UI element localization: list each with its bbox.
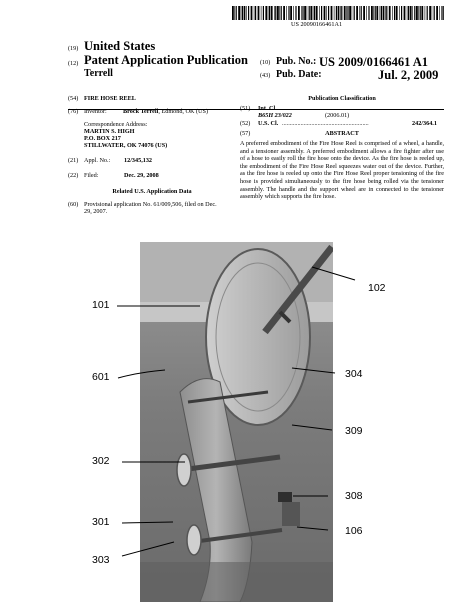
filed-label: Filed:	[84, 172, 99, 179]
int-cl-year: (2006.01)	[325, 112, 350, 119]
appl-label: Appl. No.:	[84, 157, 111, 164]
correspondence-line-2: P.O. BOX 217	[84, 135, 121, 142]
int-cl-label: Int. Cl.	[258, 105, 277, 112]
barcode-number: US 20090166461A1	[291, 21, 343, 28]
country-name: United States	[84, 39, 156, 53]
filed-value: Dec. 29, 2008	[124, 172, 159, 179]
inventor-label: Inventor:	[84, 108, 107, 115]
correspondence-line-3: STILLWATER, OK 74076 (US)	[84, 142, 168, 149]
inventor-code: (76)	[68, 108, 79, 115]
provisional-line-1: Provisional application No. 61/009,506, filed on Dec.	[84, 201, 217, 208]
ref-309: 309	[345, 425, 363, 437]
inventor-surname: Terrell	[84, 68, 113, 79]
pub-no-value: US 2009/0166461 A1	[319, 55, 429, 69]
us-cl-code: (52)	[240, 120, 251, 127]
appl-code: (21)	[68, 157, 79, 164]
pub-date-code: (43)	[260, 72, 271, 79]
int-cl-class: B65H 23/022	[258, 112, 292, 119]
ref-102: 102	[368, 282, 386, 294]
abstract-code: (57)	[240, 130, 251, 137]
correspondence-line-1: MARTIN S. HIGH	[84, 128, 135, 135]
country-code: (19)	[68, 45, 79, 52]
us-cl-label: U.S. Cl.	[258, 120, 279, 127]
doc-type: Patent Application Publication	[84, 53, 248, 67]
ref-106: 106	[345, 525, 363, 537]
ref-301: 301	[92, 516, 110, 528]
correspondence-label: Correspondence Address:	[84, 121, 148, 128]
pub-date-label: Pub. Date:	[276, 69, 322, 80]
pub-class-heading: Publication Classification	[308, 95, 376, 102]
appl-value: 12/345,132	[124, 157, 153, 164]
abstract-text: A preferred embodiment of the Fire Hose Reel is comprised of a wheel, a handle, and a tensioner assembly. A preferred embodiment allows a fire fighter after use of a hose to easily roll the fire hose onto the device. As the fire hose is reeled up, the embodiment of the Fire Hose Reel squeezes water out of the device. Further, as the fire hose is reeled up onto the Fire Hose Reel proper tensioning of the fire hose is provided simultaneously to the fire hose being rolled via the tensioner assembly. The handle and the support wheel are in connected to the tensioner assembly which supports the fire hose.	[240, 140, 444, 201]
doc-type-code: (12)	[68, 60, 79, 67]
ref-101: 101	[92, 299, 110, 311]
title: FIRE HOSE REEL	[84, 95, 136, 102]
us-cl-value: 242/364.1	[412, 120, 437, 127]
ref-308: 308	[345, 490, 363, 502]
title-code: (54)	[68, 95, 79, 102]
ref-302: 302	[92, 455, 110, 467]
ref-304: 304	[345, 368, 363, 380]
inventor-name: Brock Terrell	[123, 108, 159, 115]
related-heading: Related U.S. Application Data	[112, 188, 192, 195]
filed-code: (22)	[68, 172, 79, 179]
us-cl-leader-dots: ........................................................	[282, 120, 369, 127]
int-cl-code: (51)	[240, 105, 251, 112]
provisional-code: (60)	[68, 201, 79, 208]
pub-date-value: Jul. 2, 2009	[378, 68, 439, 82]
provisional-line-2: 29, 2007.	[84, 208, 108, 215]
pub-no-label: Pub. No.:	[276, 56, 317, 67]
ref-601: 601	[92, 371, 110, 383]
ref-303: 303	[92, 554, 110, 566]
pub-no-code: (10)	[260, 59, 271, 66]
inventor-place: , Edmond, OK (US)	[158, 108, 209, 115]
abstract-heading: ABSTRACT	[325, 130, 359, 137]
